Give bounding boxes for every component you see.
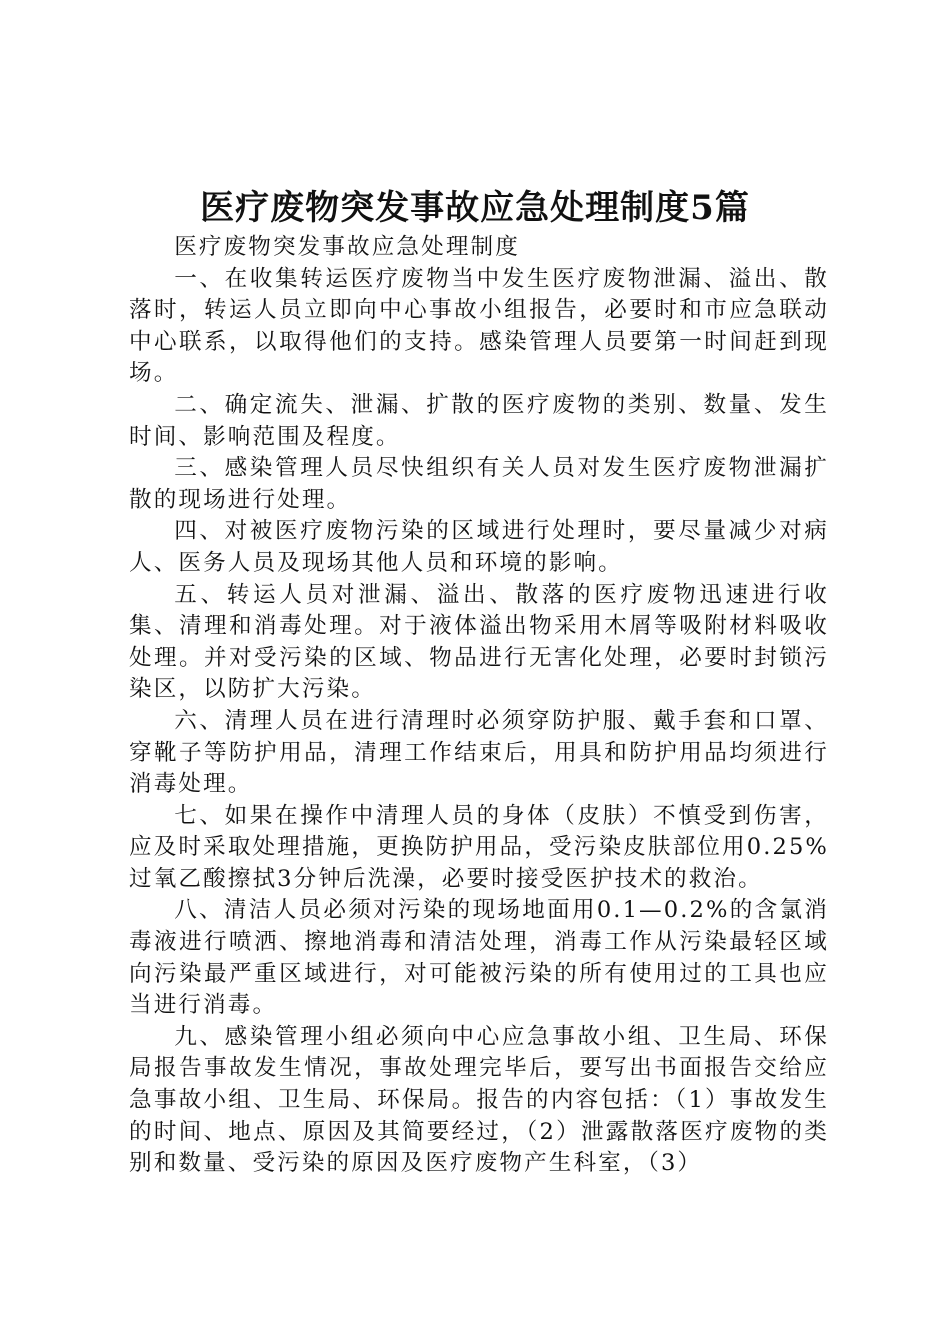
document-title: 医疗废物突发事故应急处理制度5篇: [200, 188, 750, 228]
paragraph-9: 九、感染管理小组必须向中心应急事故小组、卫生局、环保局报告事故发生情况，事故处理完毕后，要写出书面报告交给应急事故小组、卫生局、环保局。报告的内容包括：（1）事故发生的时间、地点、原因及其简要经过，（2）泄露散落医疗废物的类别和数量、受污染的原因及医疗废物产生科室，（3）: [129, 1023, 829, 1177]
paragraph-4: 四、对被医疗废物污染的区域进行处理时，要尽量减少对病人、医务人员及现场其他人员和环境的影响。: [129, 518, 829, 576]
paragraph-5: 五、转运人员对泄漏、溢出、散落的医疗废物迅速进行收集、清理和消毒处理。对于液体溢出物采用木屑等吸附材料吸收处理。并对受污染的区域、物品进行无害化处理，必要时封锁污染区，以防扩大污染。: [129, 581, 829, 703]
paragraph-8: 八、清洁人员必须对污染的现场地面用0.1—0.2%的含氯消毒液进行喷洒、擦地消毒和清洁处理，消毒工作从污染最轻区域向污染最严重区域进行，对可能被污染的所有使用过的工具也应当进行消毒。: [129, 897, 829, 1019]
paragraph-3: 三、感染管理人员尽快组织有关人员对发生医疗废物泄漏扩散的现场进行处理。: [129, 455, 829, 513]
paragraph-6: 六、清理人员在进行清理时必须穿防护服、戴手套和口罩、穿靴子等防护用品，清理工作结束后，用具和防护用品均须进行消毒处理。: [129, 707, 829, 798]
paragraph-2: 二、确定流失、泄漏、扩散的医疗废物的类别、数量、发生时间、影响范围及程度。: [129, 391, 829, 450]
paragraph-7: 七、如果在操作中清理人员的身体（皮肤）不慎受到伤害，应及时采取处理措施，更换防护用品，受污染皮肤部位用0.25%过氧乙酸擦拭3分钟后洗澡，必要时接受医护技术的救治。: [129, 802, 829, 892]
document-body: [129, 232, 829, 1180]
paragraph-1: 一、在收集转运医疗废物当中发生医疗废物泄漏、溢出、散落时，转运人员立即向中心事故小组报告，必要时和市应急联动中心联系，以取得他们的支持。感染管理人员要第一时间赶到现场。: [129, 265, 829, 387]
paragraph-subtitle: 医疗废物突发事故应急处理制度: [174, 234, 520, 260]
